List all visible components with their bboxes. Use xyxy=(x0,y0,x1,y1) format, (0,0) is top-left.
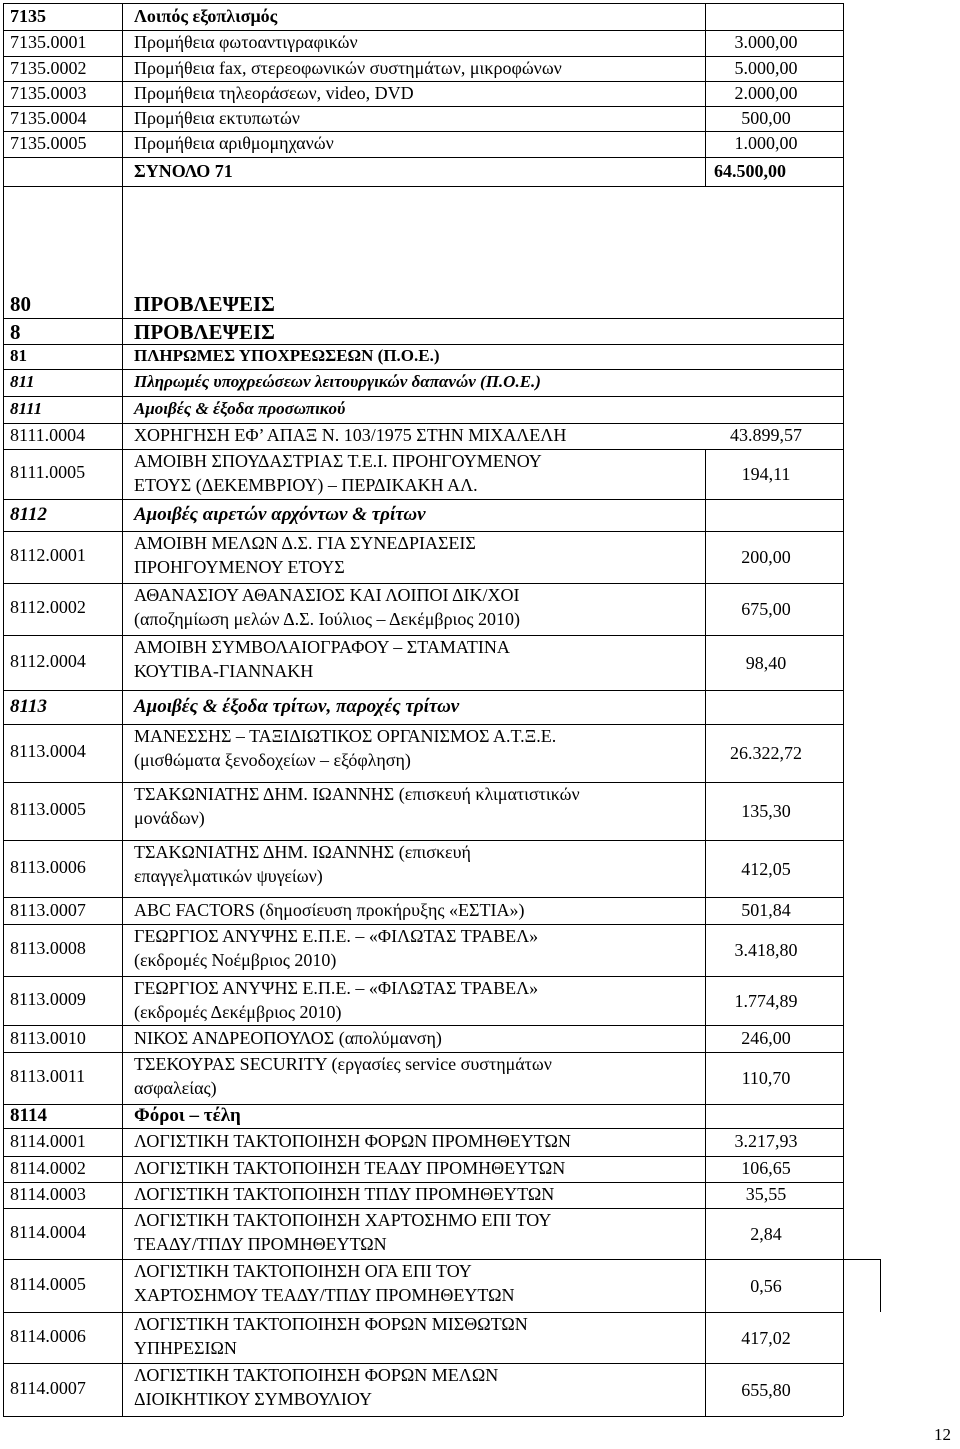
amount: 417,02 xyxy=(741,1327,791,1348)
account-code: 7135.0002 xyxy=(10,57,87,78)
account-description: ΑΘΑΝΑΣΙΟΥ ΑΘΑΝΑΣΙΟΣ ΚΑΙ ΛΟΙΠΟΙ ΔΙΚ/ΧΟΙ xyxy=(134,585,520,605)
table-row xyxy=(0,186,960,318)
account-description-line2: ΤΕΑΔΥ/ΤΠΔΥ ΠΡΟΜΗΘΕΥΤΩΝ xyxy=(134,1234,387,1254)
table-row xyxy=(0,583,960,635)
table-row xyxy=(0,1208,960,1259)
account-code: 8114.0005 xyxy=(10,1273,86,1294)
account-code: 8114 xyxy=(10,1105,47,1126)
table-row xyxy=(0,1128,960,1156)
account-code: 8113.0009 xyxy=(10,988,86,1009)
account-description: ΛΟΓΙΣΤΙΚΗ ΤΑΚΤΟΠΟΙΗΣΗ ΤΕΑΔΥ ΠΡΟΜΗΘΕΥΤΩΝ xyxy=(134,1158,566,1178)
account-description: Προμήθεια fax, στερεοφωνικών συστημάτων, μικροφώνων xyxy=(134,57,562,78)
table-row xyxy=(0,1312,960,1363)
account-code: 8114.0004 xyxy=(10,1221,86,1242)
table-row xyxy=(0,1025,960,1052)
table-row xyxy=(0,157,960,186)
account-description: ΝΙΚΟΣ ΑΝΔΡΕΟΠΟΥΛΟΣ (απολύμανση) xyxy=(134,1027,442,1048)
amount: 110,70 xyxy=(741,1068,791,1088)
table-row xyxy=(0,499,960,531)
row-divider xyxy=(3,1025,843,1026)
amount: 64.500,00 xyxy=(714,160,786,181)
row-divider xyxy=(3,396,843,397)
account-code: 8 xyxy=(10,320,21,344)
account-code: 8114.0003 xyxy=(10,1184,86,1204)
row-divider xyxy=(3,976,843,977)
row-divider xyxy=(3,318,843,319)
amount: 675,00 xyxy=(741,599,791,619)
row-divider xyxy=(3,782,843,783)
account-description: ΤΣΑΚΩΝΙΑΤΗΣ ΔΗΜ. ΙΩΑΝΝΗΣ (επισκευή κλιματιστικών xyxy=(134,784,580,804)
amount: 1.774,89 xyxy=(734,990,798,1011)
account-description: ΓΕΩΡΓΙΟΣ ΑΝΥΨΗΣ Ε.Π.Ε. – «ΦΙΛΩΤΑΣ ΤΡΑΒΕΛ» xyxy=(134,978,539,998)
account-description-line2: ΥΠΗΡΕΣΙΩΝ xyxy=(134,1338,237,1358)
account-description: Προμήθεια φωτοαντιγραφικών xyxy=(134,32,358,52)
amount: 43.899,57 xyxy=(730,425,802,445)
account-description-line2: (εκδρομές Δεκέμβριος 2010) xyxy=(134,1002,342,1022)
account-description: ΑΜΟΙΒΗ ΣΥΜΒΟΛΑΙΟΓΡΑΦΟΥ – ΣΤΑΜΑΤΙΝΑ xyxy=(134,637,510,657)
account-code: 7135.0005 xyxy=(10,133,87,153)
account-description-line2: ΔΙΟΙΚΗΤΙΚΟΥ ΣΥΜΒΟΥΛΙΟΥ xyxy=(134,1389,373,1409)
row-divider xyxy=(3,344,843,345)
amount: 501,84 xyxy=(741,899,791,920)
account-description-line2: επαγγελματικών ψυγείων) xyxy=(134,866,323,886)
account-code: 8112.0002 xyxy=(10,597,86,617)
amount: 35,55 xyxy=(745,1184,787,1204)
column-divider xyxy=(705,3,706,186)
account-description-line2: ΧΑΡΤΟΣΗΜΟΥ ΤΕΑΔΥ/ΤΠΔΥ ΠΡΟΜΗΘΕΥΤΩΝ xyxy=(134,1285,515,1305)
amount: 3.217,93 xyxy=(734,1131,798,1151)
account-description-line2: ΕΤΟΥΣ (ΔΕΚΕΜΒΡΙΟΥ) – ΠΕΡΔΙΚΑΚΗ ΑΛ. xyxy=(134,475,478,495)
table-row xyxy=(0,690,960,724)
table-row xyxy=(0,344,960,369)
account-description: Αμοιβές & έξοδα τρίτων, παροχές τρίτων xyxy=(134,696,460,717)
account-code: 8111 xyxy=(10,398,43,418)
amount: 3.418,80 xyxy=(734,940,798,960)
row-divider xyxy=(3,369,843,370)
column-divider xyxy=(705,449,706,1416)
amount: 1.000,00 xyxy=(734,133,798,153)
row-divider xyxy=(3,81,843,82)
amount: 26.322,72 xyxy=(730,743,802,763)
row-divider xyxy=(3,531,843,532)
row-divider xyxy=(3,583,843,584)
table-row xyxy=(0,782,960,840)
account-code: 81 xyxy=(10,345,27,365)
account-description: ΑΜΟΙΒΗ ΣΠΟΥΔΑΣΤΡΙΑΣ Τ.Ε.Ι. ΠΡΟΗΓΟΥΜΕΝΟΥ xyxy=(134,451,542,471)
table-row xyxy=(0,56,960,81)
account-description: ΓΕΩΡΓΙΟΣ ΑΝΥΨΗΣ Ε.Π.Ε. – «ΦΙΛΩΤΑΣ ΤΡΑΒΕΛ» xyxy=(134,926,539,946)
row-divider xyxy=(3,897,843,898)
account-code: 8113.0004 xyxy=(10,741,86,761)
amount: 194,11 xyxy=(741,464,791,484)
account-description: ΤΣΕΚΟΥΡΑΣ SECURITY (εργασίες service συστημάτων xyxy=(134,1054,552,1074)
account-description: ΛΟΓΙΣΤΙΚΗ ΤΑΚΤΟΠΟΙΗΣΗ ΟΓΑ ΕΠΙ ΤΟΥ xyxy=(134,1261,472,1281)
account-description: ΛΟΓΙΣΤΙΚΗ ΤΑΚΤΟΠΟΙΗΣΗ ΤΠΔΥ ΠΡΟΜΗΘΕΥΤΩΝ xyxy=(134,1184,555,1204)
account-code: 8113.0006 xyxy=(10,856,86,877)
row-divider xyxy=(3,924,843,925)
amount: 106,65 xyxy=(741,1158,791,1178)
account-description: Λοιπός εξοπλισμός xyxy=(134,5,278,26)
account-description: Αμοιβές & έξοδα προσωπικού xyxy=(134,398,346,418)
row-divider xyxy=(3,1128,843,1129)
account-code: 8111.0005 xyxy=(10,462,86,482)
account-code: 8114.0007 xyxy=(10,1377,86,1398)
amount: 2,84 xyxy=(750,1223,782,1244)
account-description: Προμήθεια εκτυπωτών xyxy=(134,107,300,128)
row-divider xyxy=(3,56,843,57)
account-description: ΧΟΡΗΓΗΣΗ ΕΦ’ ΑΠΑΞ Ν. 103/1975 ΣΤΗΝ ΜΙΧΑΛΕΛΗ xyxy=(134,425,567,445)
account-description-line2: (μισθώματα ξενοδοχείων – εξόφληση) xyxy=(134,750,411,770)
account-code: 8112 xyxy=(10,504,47,525)
table-row xyxy=(0,1104,960,1128)
account-description-line2: (αποζημίωση μελών Δ.Σ. Ιούλιος – Δεκέμβριος 2010) xyxy=(134,609,521,629)
account-code: 8113.0005 xyxy=(10,799,86,819)
account-description-line2: μονάδων) xyxy=(134,808,205,828)
account-code: 8114.0006 xyxy=(10,1325,86,1346)
account-description: ΣΥΝΟΛΟ 71 xyxy=(134,160,233,181)
table-border-left xyxy=(3,3,4,1416)
row-divider xyxy=(3,690,843,691)
row-divider xyxy=(3,3,843,4)
table-row xyxy=(0,976,960,1025)
row-divider xyxy=(3,423,843,424)
account-description: Προμήθεια τηλεοράσεων, video, DVD xyxy=(134,82,414,103)
table-row xyxy=(0,318,960,344)
row-divider xyxy=(3,1208,843,1209)
account-code: 80 xyxy=(10,292,31,316)
row-divider xyxy=(3,1104,843,1105)
table-row xyxy=(0,635,960,690)
table-row xyxy=(0,396,960,423)
table-row xyxy=(0,423,960,449)
amount: 135,30 xyxy=(741,801,791,821)
row-divider xyxy=(3,1416,843,1417)
table-row xyxy=(0,1052,960,1104)
account-description: ΛΟΓΙΣΤΙΚΗ ΤΑΚΤΟΠΟΙΗΣΗ ΦΟΡΩΝ ΠΡΟΜΗΘΕΥΤΩΝ xyxy=(134,1131,571,1151)
account-description: Πληρωμές υποχρεώσεων λειτουργικών δαπανών (Π.Ο.Ε.) xyxy=(134,371,541,391)
account-description: ΠΡΟΒΛΕΨΕΙΣ xyxy=(134,320,275,344)
row-divider xyxy=(3,1312,843,1313)
table-row xyxy=(0,724,960,782)
row-divider xyxy=(3,1363,843,1364)
account-code: 8113 xyxy=(10,696,47,717)
table-row xyxy=(0,81,960,106)
row-divider xyxy=(3,635,843,636)
cell-border-extension xyxy=(880,1259,881,1312)
amount: 3.000,00 xyxy=(734,32,798,52)
account-description: Φόροι – τέλη xyxy=(134,1105,241,1126)
row-divider xyxy=(3,449,843,450)
account-description: Αμοιβές αιρετών αρχόντων & τρίτων xyxy=(134,504,426,525)
row-divider xyxy=(3,1259,843,1260)
amount: 5.000,00 xyxy=(734,57,798,78)
account-code: 8114.0001 xyxy=(10,1131,86,1151)
row-divider xyxy=(3,131,843,132)
account-code: 8112.0004 xyxy=(10,650,86,671)
row-divider xyxy=(3,499,843,500)
table-row xyxy=(0,924,960,976)
table-row xyxy=(0,1156,960,1182)
table-row xyxy=(0,3,960,30)
row-divider xyxy=(3,186,843,187)
amount: 500,00 xyxy=(741,107,791,128)
table-row xyxy=(0,369,960,396)
account-code: 8113.0007 xyxy=(10,899,86,920)
table-row xyxy=(0,1363,960,1416)
table-row xyxy=(0,840,960,897)
amount: 412,05 xyxy=(741,858,791,879)
table-row xyxy=(0,897,960,924)
row-divider xyxy=(3,1156,843,1157)
row-divider xyxy=(3,1052,843,1053)
account-code: 8111.0004 xyxy=(10,425,86,445)
table-row xyxy=(0,30,960,56)
row-divider xyxy=(3,157,843,158)
table-row xyxy=(0,1259,960,1312)
account-code: 7135 xyxy=(10,5,46,26)
account-code: 8113.0010 xyxy=(10,1027,86,1048)
account-description-line2: (εκδρομές Νοέμβριος 2010) xyxy=(134,950,337,970)
table-row xyxy=(0,449,960,499)
row-divider xyxy=(3,840,843,841)
account-code: 7135.0004 xyxy=(10,107,87,128)
amount: 2.000,00 xyxy=(734,82,798,103)
account-code: 811 xyxy=(10,371,35,391)
page-number: 12 xyxy=(934,1425,951,1444)
account-code: 8113.0008 xyxy=(10,938,86,958)
account-code: 7135.0001 xyxy=(10,32,87,52)
table-row xyxy=(0,1182,960,1208)
amount: 200,00 xyxy=(741,547,791,567)
account-description: ΤΣΑΚΩΝΙΑΤΗΣ ΔΗΜ. ΙΩΑΝΝΗΣ (επισκευή xyxy=(134,842,471,862)
account-code: 8113.0011 xyxy=(10,1066,86,1086)
account-description: ΠΛΗΡΩΜΕΣ ΥΠΟΧΡΕΩΣΕΩΝ (Π.Ο.Ε.) xyxy=(134,345,440,365)
account-description: ΛΟΓΙΣΤΙΚΗ ΤΑΚΤΟΠΟΙΗΣΗ ΦΟΡΩΝ ΜΕΛΩΝ xyxy=(134,1365,499,1385)
cell-border-extension xyxy=(843,1259,880,1260)
account-description: ΑΜΟΙΒΗ ΜΕΛΩΝ Δ.Σ. ΓΙΑ ΣΥΝΕΔΡΙΑΣΕΙΣ xyxy=(134,533,476,553)
table-row xyxy=(0,531,960,583)
account-description-line2: ΚΟΥΤΙΒΑ-ΓΙΑΝΝΑΚΗ xyxy=(134,661,314,681)
amount: 655,80 xyxy=(741,1379,791,1400)
table-row xyxy=(0,106,960,131)
account-description-line2: ασφαλείας) xyxy=(134,1078,217,1098)
row-divider xyxy=(3,1182,843,1183)
amount: 0,56 xyxy=(750,1275,782,1296)
account-description: ΠΡΟΒΛΕΨΕΙΣ xyxy=(134,292,275,316)
account-description-line2: ΠΡΟΗΓΟΥΜΕΝΟΥ ΕΤΟΥΣ xyxy=(134,557,345,577)
account-description: ΛΟΓΙΣΤΙΚΗ ΤΑΚΤΟΠΟΙΗΣΗ ΦΟΡΩΝ ΜΙΣΘΩΤΩΝ xyxy=(134,1314,528,1334)
amount: 246,00 xyxy=(741,1027,791,1048)
table-row xyxy=(0,131,960,157)
account-description: ΛΟΓΙΣΤΙΚΗ ΤΑΚΤΟΠΟΙΗΣΗ ΧΑΡΤΟΣΗΜΟ ΕΠΙ ΤΟΥ xyxy=(134,1210,552,1230)
account-description: Προμήθεια αριθμομηχανών xyxy=(134,133,334,153)
account-code: 7135.0003 xyxy=(10,82,87,103)
account-code: 8112.0001 xyxy=(10,545,86,565)
row-divider xyxy=(3,106,843,107)
account-description: ABC FACTORS (δημοσίευση προκήρυξης «ΕΣΤΙΑ») xyxy=(134,899,525,920)
column-divider xyxy=(122,3,123,1416)
account-description: ΜΑΝΕΣΣΗΣ – ΤΑΞΙΔΙΩΤΙΚΟΣ ΟΡΓΑΝΙΣΜΟΣ Α.Τ.Ξ.Ε. xyxy=(134,726,557,746)
account-code: 8114.0002 xyxy=(10,1158,86,1178)
row-divider xyxy=(3,30,843,31)
amount: 98,40 xyxy=(745,652,787,673)
table-border-right xyxy=(843,3,844,1416)
row-divider xyxy=(3,724,843,725)
